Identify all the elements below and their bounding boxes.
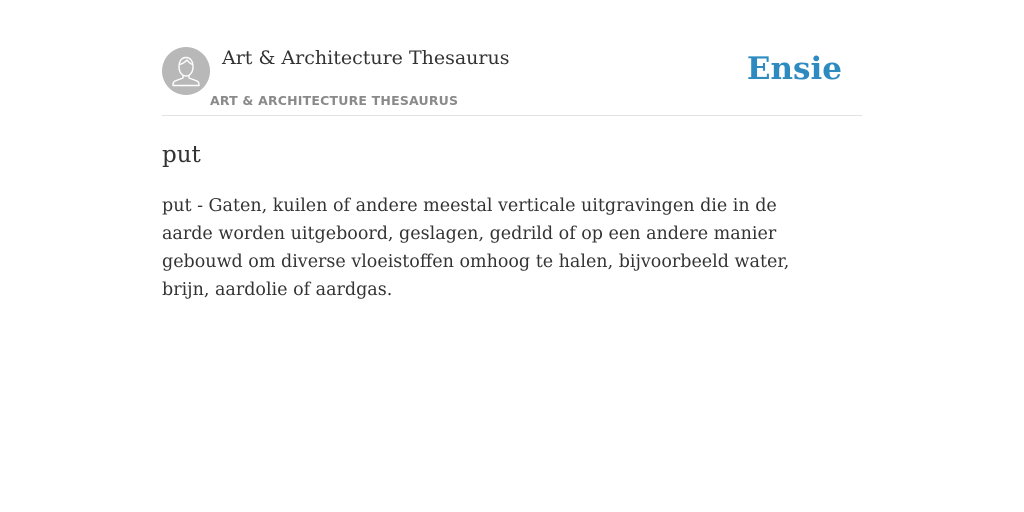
entry-title: put (162, 142, 201, 168)
entry-definition: put - Gaten, kuilen of andere meestal verticale uitgravingen die in de aarde worden uitgeboord, geslagen, gedrild of op een andere manier gebouwd om diverse vloeistoffen omhoog te halen, bijvoorbeeld water, brijn, aardolie of aardgas. (162, 196, 790, 300)
ensie-logo[interactable]: Ensie (746, 51, 842, 87)
source-label[interactable]: ART & ARCHITECTURE THESAURUS (210, 93, 459, 108)
author-name[interactable]: Art & Architecture Thesaurus (222, 47, 510, 69)
user-silhouette-icon (162, 47, 210, 95)
header (162, 0, 862, 116)
avatar[interactable] (162, 47, 210, 95)
